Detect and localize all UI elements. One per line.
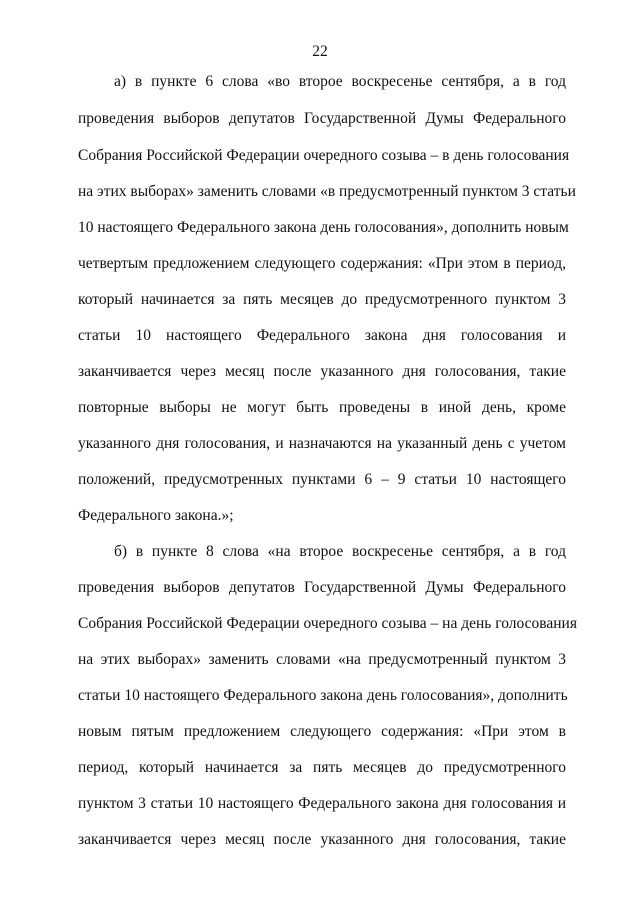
text-line: статьи 10 настоящего Федерального закона день голосования», дополнить [78,687,568,704]
text-line: четвертым предложением следующего содержания: «При этом в период, [78,255,566,272]
text-line: а) в пункте 6 слова «во второе воскресенье сентября, а в год [114,73,566,90]
text-line: статьи 10 настоящего Федерального закона дня голосования и [78,327,566,344]
text-line: заканчивается через месяц после указанного дня голосования, такие [78,363,566,380]
text-line: повторные выборы не могут быть проведены в иной день, кроме [78,399,566,416]
text-line: заканчивается через месяц после указанного дня голосования, такие [78,831,566,848]
text-line: Федерального закона.»; [78,507,234,524]
text-line: проведения выборов депутатов Государственной Думы Федерального [78,579,566,596]
text-line: Собрания Российской Федерации очередного созыва – на день голосования [78,615,577,632]
page-number: 22 [312,43,328,60]
text-line: пунктом 3 статьи 10 настоящего Федерального закона дня голосования и [78,795,566,812]
text-line: б) в пункте 8 слова «на второе воскресенье сентября, а в год [114,543,566,560]
text-line: период, который начинается за пять месяцев до предусмотренного [78,759,566,776]
text-line: указанного дня голосования, и назначаются на указанный день с учетом [78,435,566,452]
text-line: проведения выборов депутатов Государственной Думы Федерального [78,110,566,127]
text-line: на этих выборах» заменить словами «на предусмотренный пунктом 3 [78,651,566,668]
text-line: 10 настоящего Федерального закона день голосования», дополнить новым [78,219,569,236]
text-line: положений, предусмотренных пунктами 6 – 9 статьи 10 настоящего [78,471,566,488]
text-line: который начинается за пять месяцев до предусмотренного пунктом 3 [78,291,566,308]
text-line: Собрания Российской Федерации очередного созыва – в день голосования [78,147,570,164]
text-line: на этих выборах» заменить словами «в предусмотренный пунктом 3 статьи [78,183,576,200]
text-line: новым пятым предложением следующего содержания: «При этом в [78,723,566,740]
